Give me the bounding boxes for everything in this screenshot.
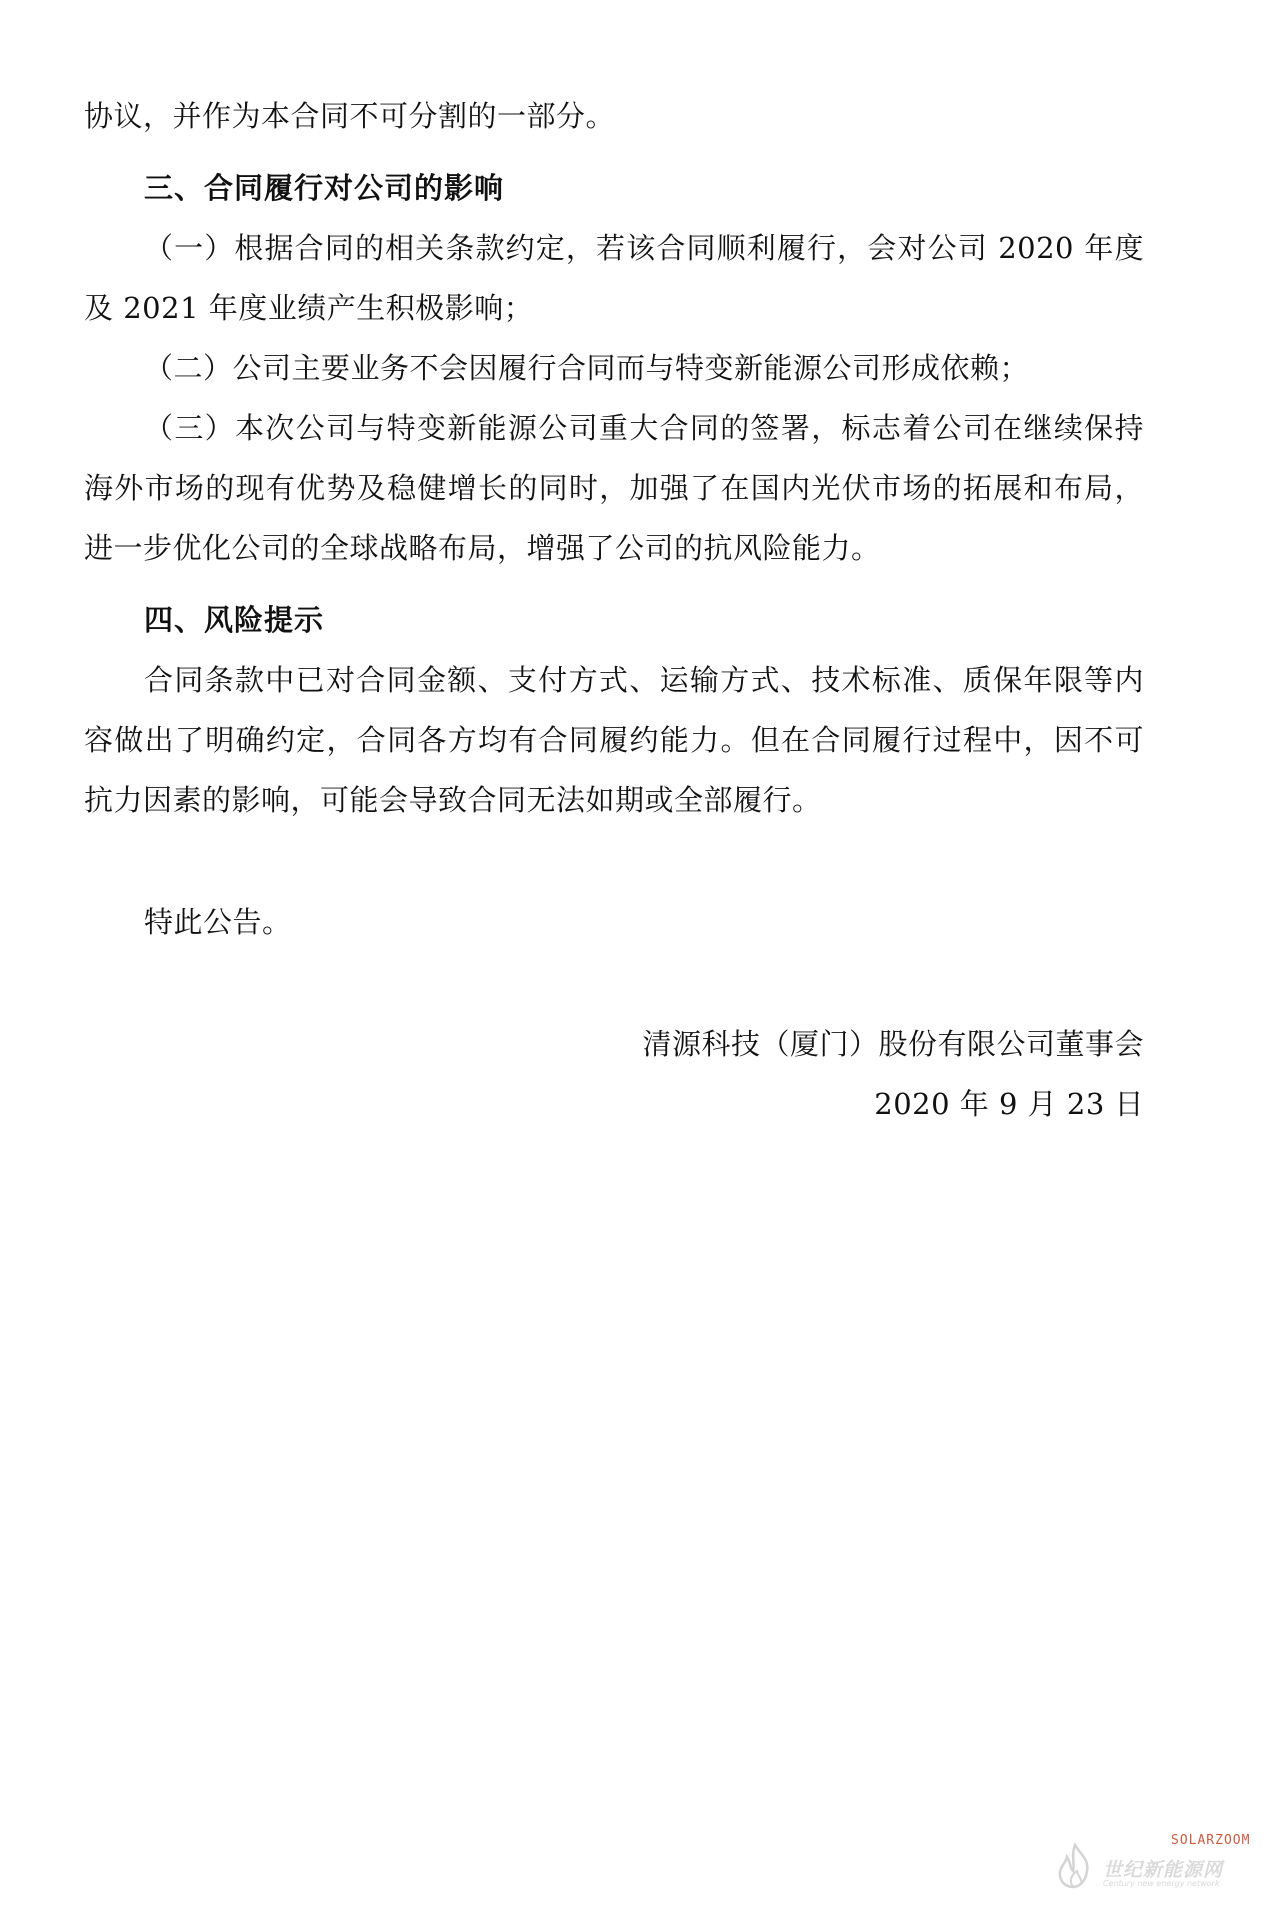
- flame-logo-icon: [1051, 1841, 1099, 1893]
- section-3-heading: 三、合同履行对公司的影响: [144, 171, 505, 205]
- section-4-heading: 四、风险提示: [144, 603, 325, 637]
- document-date: 2020 年 9 月 23 日: [874, 1087, 1144, 1121]
- watermark-subtitle: Century new energy network: [1103, 1879, 1220, 1888]
- closing-statement: 特此公告。: [144, 905, 292, 939]
- watermark-brand: SOLARZOOM: [1171, 1833, 1251, 1848]
- section-4-body: 合同条款中已对合同金额、支付方式、运输方式、技术标准、质保年限等内容做出了明确约定，合同各方均有合同履约能力。但在合同履行过程中，因不可抗力因素的影响，可能会导致合同无法如期或全部履行。: [84, 663, 1144, 817]
- section-3-item-1: （一）根据合同的相关条款约定，若该合同顺利履行，会对公司 2020 年度及 2021 年度业绩产生积极影响；: [84, 231, 1144, 325]
- document-body: [84, 86, 1144, 1134]
- watermark-name: 世纪新能源网: [1103, 1859, 1224, 1881]
- intro-continuation: 协议，并作为本合同不可分割的一部分。: [84, 99, 616, 133]
- section-3-item-2: （二）公司主要业务不会因履行合同而与特变新能源公司形成依赖；: [144, 351, 1030, 385]
- watermark: [1051, 1833, 1251, 1897]
- signature: 清源科技（厦门）股份有限公司董事会: [642, 1027, 1144, 1061]
- section-3-item-3: （三）本次公司与特变新能源公司重大合同的签署，标志着公司在继续保持海外市场的现有优势及稳健增长的同时，加强了在国内光伏市场的拓展和布局，进一步优化公司的全球战略布局，增强了公司的抗风险能力。: [84, 411, 1144, 565]
